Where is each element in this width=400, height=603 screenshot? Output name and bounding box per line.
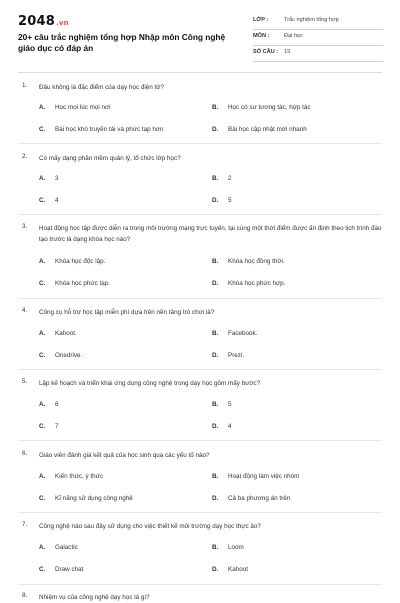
option-letter: C. bbox=[39, 495, 46, 502]
question-text: Có mấy dạng phần mềm quản lý, tổ chức lớp học? bbox=[39, 155, 181, 162]
brand-name: 2048 bbox=[18, 14, 55, 29]
option-letter: D. bbox=[212, 423, 219, 430]
option-letter: B. bbox=[212, 544, 219, 551]
question-number: 4. bbox=[22, 307, 28, 314]
question-divider bbox=[18, 143, 382, 144]
question-text: Hoạt động học tập được diễn ra trong môi trường mạng trực tuyến, tại cùng một thời điểm được ấn định theo lịch trình đào tạo trước là dạng khóa học nào? bbox=[39, 225, 382, 243]
option-letter: C. bbox=[39, 352, 46, 359]
option-text: Facebook. bbox=[228, 330, 258, 337]
question-divider bbox=[18, 214, 382, 215]
option-text: Loom bbox=[228, 544, 244, 551]
option-text: Draw chat bbox=[55, 566, 84, 573]
meta-table bbox=[253, 14, 383, 62]
question-number: 8. bbox=[22, 592, 28, 599]
option-text: 7 bbox=[55, 423, 59, 430]
meta-value: Đại học bbox=[284, 33, 303, 39]
question-number: 2. bbox=[22, 153, 28, 160]
option-letter: A. bbox=[39, 330, 46, 337]
header-divider bbox=[18, 72, 382, 73]
option-letter: B. bbox=[212, 330, 219, 337]
brand-logo[interactable] bbox=[18, 14, 69, 29]
option-text: Khóa học phức hợp. bbox=[228, 280, 286, 287]
option-text: Khóa học độc lập. bbox=[55, 258, 106, 265]
question-number: 7. bbox=[22, 521, 28, 528]
page-title: 20+ câu trắc nghiệm tổng hợp Nhập môn Công nghệ giáo dục có đáp án bbox=[18, 32, 226, 53]
meta-row-count bbox=[253, 46, 383, 62]
option-letter: D. bbox=[212, 352, 219, 359]
option-text: 4 bbox=[228, 423, 232, 430]
question-text: Nhiệm vụ của công nghệ dạy học là gì? bbox=[39, 594, 150, 601]
option-letter: C. bbox=[39, 197, 46, 204]
option-text: 5 bbox=[228, 197, 232, 204]
meta-key: SỐ CÂU : bbox=[253, 49, 279, 55]
option-letter: D. bbox=[212, 495, 219, 502]
page-header bbox=[0, 0, 400, 70]
option-letter: B. bbox=[212, 175, 219, 182]
option-text: Kiến thức, ý thức bbox=[55, 473, 103, 480]
option-text: Galactic bbox=[55, 544, 78, 551]
option-letter: B. bbox=[212, 473, 219, 480]
option-letter: A. bbox=[39, 175, 46, 182]
option-text: Học mọi lúc mọi nơi bbox=[55, 104, 111, 111]
option-letter: A. bbox=[39, 401, 46, 408]
option-letter: C. bbox=[39, 280, 46, 287]
meta-key: LỚP : bbox=[253, 17, 269, 23]
meta-key: MÔN : bbox=[253, 33, 270, 39]
question-number: 1. bbox=[22, 82, 28, 89]
option-letter: B. bbox=[212, 401, 219, 408]
option-text: Bài học cập nhật mới nhanh bbox=[228, 126, 307, 133]
question-number: 5. bbox=[22, 378, 28, 385]
question-divider bbox=[18, 584, 382, 585]
option-letter: A. bbox=[39, 473, 46, 480]
option-text: Kahoot. bbox=[55, 330, 77, 337]
option-text: Khóa học đồng thời. bbox=[228, 258, 285, 265]
meta-value: Trắc nghiệm tổng hợp bbox=[284, 17, 339, 23]
option-letter: C. bbox=[39, 423, 46, 430]
option-text: Cả ba phương án trên bbox=[228, 495, 291, 502]
option-letter: A. bbox=[39, 104, 46, 111]
option-letter: D. bbox=[212, 280, 219, 287]
option-letter: A. bbox=[39, 544, 46, 551]
option-letter: D. bbox=[212, 126, 219, 133]
option-letter: B. bbox=[212, 258, 219, 265]
option-text: 2 bbox=[228, 175, 232, 182]
question-text: Lập kế hoạch và triển khai ứng dụng công nghệ trong dạy học gồm mấy bước? bbox=[39, 380, 261, 387]
question-number: 3. bbox=[22, 223, 28, 230]
option-text: 5 bbox=[228, 401, 232, 408]
question-text: Công cụ hỗ trợ học tập miễn phí dựa trên nền tảng trò chơi là? bbox=[39, 309, 215, 316]
option-text: 3 bbox=[55, 175, 59, 182]
option-letter: A. bbox=[39, 258, 46, 265]
option-letter: C. bbox=[39, 126, 46, 133]
option-text: 4 bbox=[55, 197, 59, 204]
question-text: Công nghệ nào sau đây sử dụng cho việc thiết kế môi trường dạy học thực ảo? bbox=[39, 523, 261, 530]
option-text: Hoạt động làm việc nhóm bbox=[228, 473, 300, 480]
question-divider bbox=[18, 298, 382, 299]
question-text: Giáo viên đánh giá kết quả của học sinh qua các yếu tố nào? bbox=[39, 452, 210, 459]
question-divider bbox=[18, 369, 382, 370]
option-text: Học có sự tương tác, hợp tác bbox=[228, 104, 311, 111]
option-text: Kahoot bbox=[228, 566, 248, 573]
option-text: Khóa học phức tạp. bbox=[55, 280, 110, 287]
option-letter: D. bbox=[212, 197, 219, 204]
option-text: Onedrive. bbox=[55, 352, 83, 359]
option-text: Kĩ năng sử dụng công nghệ bbox=[55, 495, 133, 502]
option-letter: B. bbox=[212, 104, 219, 111]
brand-suffix: .vn bbox=[55, 19, 69, 27]
question-number: 6. bbox=[22, 450, 28, 457]
question-divider bbox=[18, 512, 382, 513]
meta-value: 19 bbox=[284, 49, 291, 55]
option-text: Bài học khó truyền tải và phức tạp hơn bbox=[55, 126, 164, 133]
option-text: Prezi. bbox=[228, 352, 245, 359]
meta-row-subject bbox=[253, 30, 383, 46]
option-text: 6 bbox=[55, 401, 59, 408]
option-letter: C. bbox=[39, 566, 46, 573]
question-text: Đâu không là đặc điểm của dạy học điện tử? bbox=[39, 84, 164, 91]
meta-row-class bbox=[253, 14, 383, 30]
option-letter: D. bbox=[212, 566, 219, 573]
question-divider bbox=[18, 440, 382, 441]
